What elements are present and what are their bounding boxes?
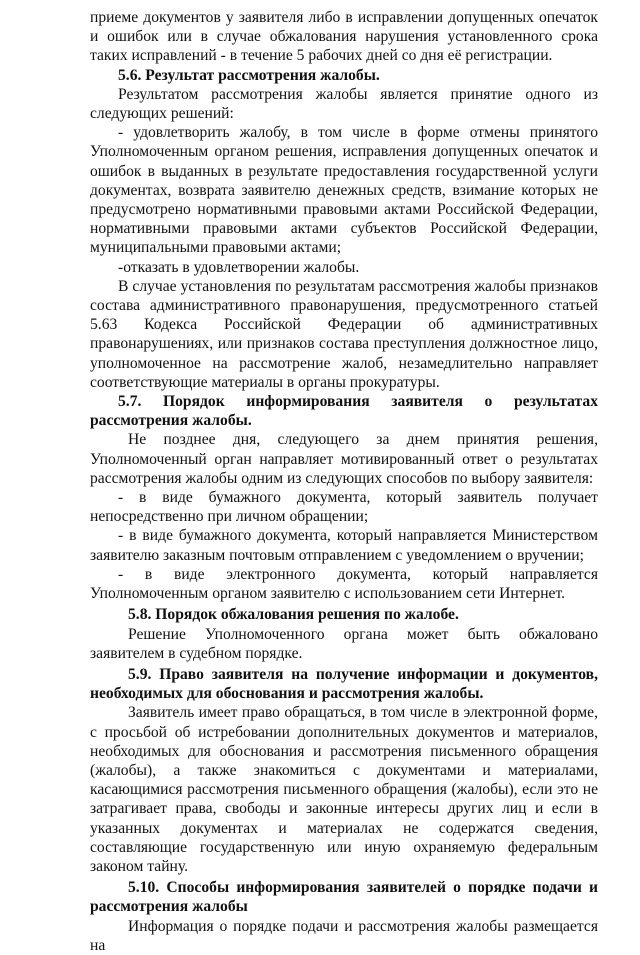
paragraph-response-deadline: Не позднее дня, следующего за днем принятия решения, Уполномоченный орган направляет мотивированный ответ о результатах рассмотрения жалобы одним из следующих способов по выбору заявителя: (90, 431, 598, 487)
paragraph-electronic: - в виде электронного документа, который направляется Уполномоченным органом заявителю с использованием сети Интернет. (90, 565, 598, 603)
paragraph-refuse-complaint: -отказать в удовлетворении жалобы. (118, 258, 360, 276)
heading-5-8: 5.8. Порядок обжалования решения по жалобе. (128, 606, 459, 624)
paragraph-prosecution: В случае установления по результатам рассмотрения жалобы признаков состава административного правонарушения, предусмотренного статьей 5.63 Кодекса Российской Федерации об административных правонарушениях, или признаков состава преступления должностное лицо, уполномоченное на рассмотрение жалоб, незамедлительно направляет соответствующие материалы в органы прокуратуры. (90, 277, 598, 391)
paragraph-intro: приеме документов у заявителя либо в исправлении допущенных опечаток и ошибок или в случае обжалования нарушения установленного срока таких исправлений - в течение 5 рабочих дней со дня её регистрации. (90, 9, 598, 65)
paragraph-paper-mail: - в виде бумажного документа, который направляется Министерством заявителю заказным почтовым отправлением с уведомлением о вручении; (90, 527, 598, 564)
paragraph-satisfy-complaint: - удовлетворить жалобу, в том числе в форме отмены принятого Уполномоченным органом решения, исправления допущенных опечаток и ошибок в выданных в результате предоставления государственной услуги документах, возврата заявителю денежных средств, взимание которых не предусмотрено нормативными правовыми актами Российской Федерации, нормативными правовыми актами субъектов Российской Федерации, муниципальными правовыми актами; (90, 124, 598, 257)
heading-5-9: 5.9. Право заявителя на получение информации и документов, необходимых для обоснования и рассмотрения жалобы. (90, 665, 598, 703)
paragraph-court-appeal: Решение Уполномоченного органа может быть обжаловано заявителем в судебном порядке. (90, 625, 598, 662)
document-page (90, 8, 598, 955)
paragraph-result-intro: Результатом рассмотрения жалобы является принятие одного из следующих решений: (90, 85, 598, 123)
paragraph-info-placement: Информация о порядке подачи и рассмотрения жалобы размещается на (90, 917, 598, 954)
heading-5-7: 5.7. Порядок информирования заявителя о результатах рассмотрения жалобы. (90, 393, 598, 430)
heading-5-10: 5.10. Способы информирования заявителей о порядке подачи и рассмотрения жалобы (90, 879, 598, 916)
paragraph-paper-personal: - в виде бумажного документа, который заявитель получает непосредственно при личном обращении; (90, 489, 598, 526)
paragraph-applicant-rights: Заявитель имеет право обращаться, в том числе в электронной форме, с просьбой об истребовании дополнительных документов и материалов, необходимых для обоснования и рассмотрения письменного обращения (жалобы), а также знакомиться с документами и материалами, касающимися рассмотрения письменного обращения (жалобы), если это не затрагивает права, свободы и законные интересы других лиц и если в указанных документах и материалах не содержатся сведения, составляющие государственную или иную охраняемую федеральным законом тайну. (90, 704, 598, 875)
heading-5-6: 5.6. Результат рассмотрения жалобы. (118, 66, 380, 84)
